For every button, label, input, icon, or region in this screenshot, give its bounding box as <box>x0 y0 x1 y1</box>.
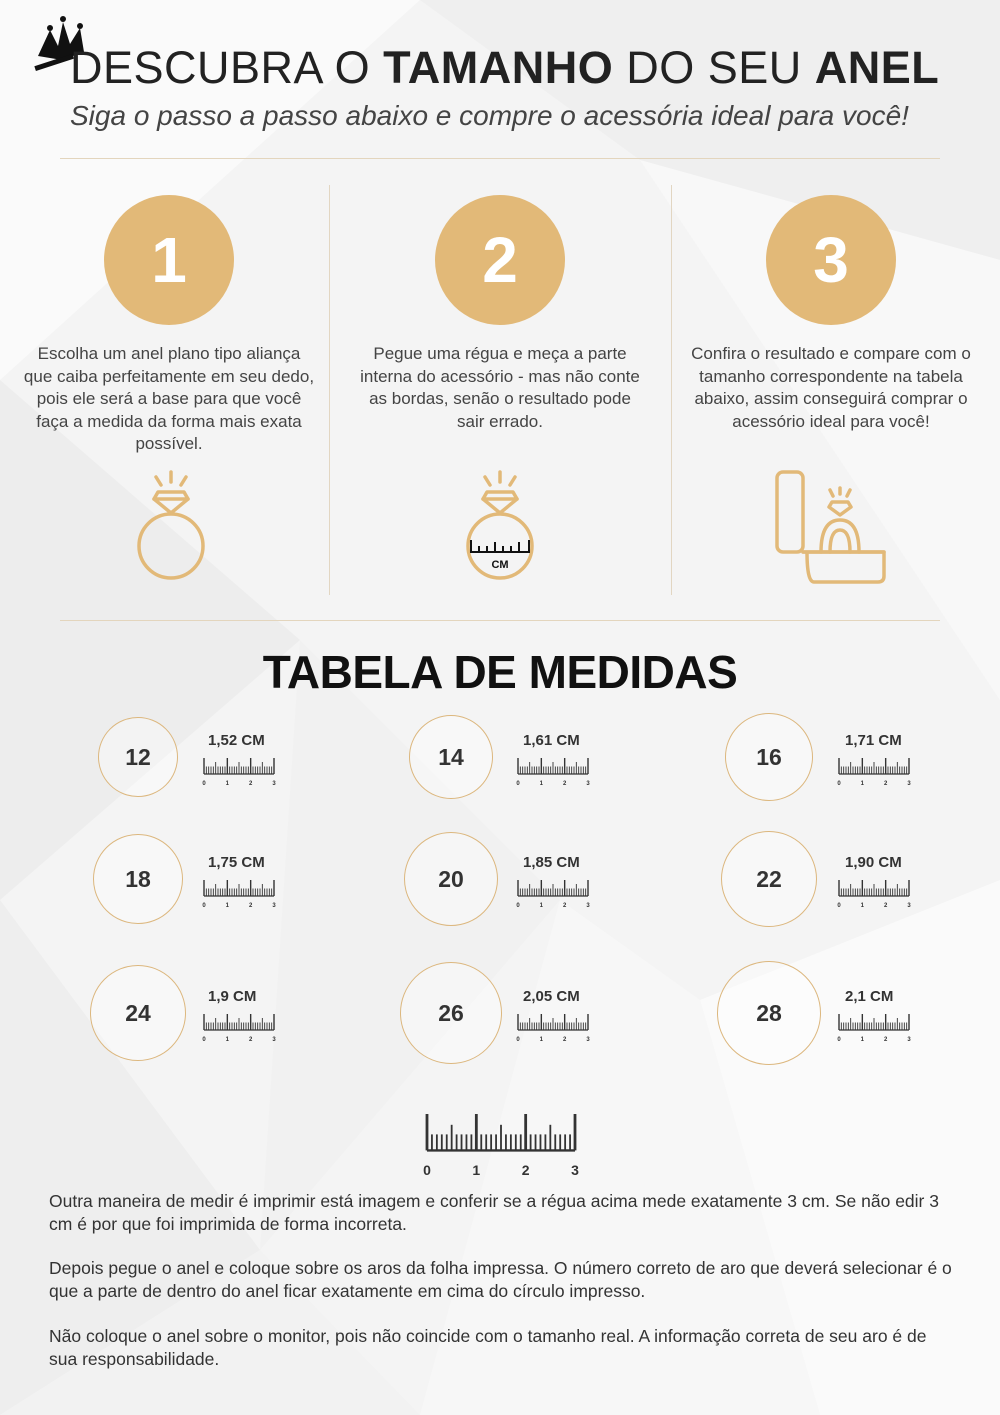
ring-size-circle: 26 <box>400 962 502 1064</box>
step-number-badge: 2 <box>435 195 565 325</box>
mini-ruler <box>202 878 276 908</box>
step-3 <box>681 195 981 433</box>
ruler-tick-label: 2 <box>562 781 567 787</box>
ring-diameter-label: 2,05 CM <box>523 988 580 1005</box>
column-divider-1 <box>329 185 330 595</box>
ring-box-icon <box>774 468 889 586</box>
ruler-tick-label: 0 <box>516 781 520 787</box>
title-part-1: DESCUBRA O <box>70 42 384 93</box>
mini-ruler <box>202 1012 276 1042</box>
ruler-tick-label: 1 <box>225 903 230 909</box>
ruler-tick-label: 3 <box>907 903 911 909</box>
ring-ruler-icon <box>455 468 545 583</box>
ring-diameter-label: 1,61 CM <box>523 732 580 749</box>
ruler-tick-label: 2 <box>562 903 567 909</box>
ring-size-circle: 22 <box>721 831 817 927</box>
column-divider-2 <box>671 185 672 595</box>
mini-ruler <box>516 1012 590 1042</box>
ruler-tick-label: 0 <box>423 1162 431 1178</box>
divider-top <box>60 158 940 159</box>
ruler-tick-label: 1 <box>225 1037 230 1043</box>
ruler-tick-label: 1 <box>539 781 544 787</box>
mini-ruler <box>837 878 911 908</box>
ruler-tick-label: 2 <box>248 903 253 909</box>
ruler-tick-label: 0 <box>202 903 206 909</box>
ring-diameter-label: 1,90 CM <box>845 854 902 871</box>
step-2 <box>350 195 650 433</box>
note-disclaimer: Não coloque o anel sobre o monitor, pois não coincide com o tamanho real. A informação correta de seu aro é de sua responsabilidade. <box>49 1326 927 1369</box>
ruler-tick-label: 3 <box>272 1037 276 1043</box>
ruler-tick-label: 2 <box>883 903 888 909</box>
size-table-title: TABELA DE MEDIDAS <box>262 646 738 698</box>
title-part-2: DO SEU <box>613 42 815 93</box>
ruler-tick-label: 0 <box>837 1037 841 1043</box>
ring-diameter-label: 1,71 CM <box>845 732 902 749</box>
ring-size-circle: 24 <box>90 965 186 1061</box>
step-number-badge: 1 <box>104 195 234 325</box>
mini-ruler <box>837 1012 911 1042</box>
ring-size-circle: 16 <box>725 713 813 801</box>
step-1 <box>19 195 319 456</box>
mini-ruler <box>202 756 276 786</box>
ruler-tick-label: 3 <box>272 781 276 787</box>
ruler-tick-label: 0 <box>516 1037 520 1043</box>
ruler-tick-label: 2 <box>883 1037 888 1043</box>
ruler-tick-label: 3 <box>907 1037 911 1043</box>
ring-icon <box>126 468 216 583</box>
ruler-tick-label: 1 <box>860 781 865 787</box>
ruler-tick-label: 3 <box>586 903 590 909</box>
step-number-badge: 3 <box>766 195 896 325</box>
ruler-tick-label: 0 <box>837 903 841 909</box>
ring-diameter-label: 2,1 CM <box>845 988 894 1005</box>
ruler-tick-label: 1 <box>472 1162 481 1178</box>
ruler-tick-label: 2 <box>248 781 253 787</box>
ruler-tick-label: 1 <box>539 903 544 909</box>
ruler-tick-label: 2 <box>562 1037 567 1043</box>
ruler-tick-label: 1 <box>539 1037 544 1043</box>
note-print-check: Outra maneira de medir é imprimir está imagem e conferir se a régua acima mede exatamente 3 cm. Se não edir 3 cm é por que foi imprimida de forma incorreta. <box>49 1191 939 1234</box>
ring-diameter-label: 1,75 CM <box>208 854 265 871</box>
ring-size-circle: 28 <box>717 961 821 1065</box>
ring-diameter-label: 1,52 CM <box>208 732 265 749</box>
ring-diameter-label: 1,85 CM <box>523 854 580 871</box>
mini-ruler <box>516 878 590 908</box>
ruler-tick-label: 0 <box>202 781 206 787</box>
title-bold-size: TAMANHO <box>383 42 614 93</box>
ring-size-circle: 12 <box>98 717 178 797</box>
ruler-tick-label: 0 <box>837 781 841 787</box>
ring-size-circle: 18 <box>93 834 183 924</box>
page-title <box>70 38 950 98</box>
step-description: Pegue uma régua e meça a parte interna do acessório - mas não conte as bordas, senão o resultado pode sair errado. <box>360 344 640 431</box>
ruler-tick-label: 3 <box>571 1162 579 1178</box>
ruler-unit-label: CM <box>491 559 509 571</box>
step-description: Escolha um anel plano tipo aliança que caiba perfeitamente em seu dedo, pois ele será a base para que você faça a medida da forma mais exata possível. <box>23 344 315 453</box>
ruler-tick-label: 1 <box>860 1037 865 1043</box>
ruler-tick-label: 1 <box>860 903 865 909</box>
ruler-tick-label: 1 <box>225 781 230 787</box>
ring-size-circle: 14 <box>409 715 493 799</box>
ruler-tick-label: 2 <box>883 781 888 787</box>
mini-ruler <box>837 756 911 786</box>
ruler-tick-label: 0 <box>516 903 520 909</box>
mini-ruler <box>516 756 590 786</box>
ring-diameter-label: 1,9 CM <box>208 988 257 1005</box>
note-ring-placement: Depois pegue o anel e coloque sobre os aros da folha impressa. O número correto de aro que deverá selecionar é o que a parte de dentro do anel ficar exatamente em cima do círculo impresso. <box>49 1258 952 1301</box>
title-bold-ring: ANEL <box>814 42 940 93</box>
ruler-tick-label: 3 <box>272 903 276 909</box>
ruler-tick-label: 3 <box>907 781 911 787</box>
step-description: Confira o resultado e compare com o tamanho correspondente na tabela abaixo, assim conseguirá comprar o acessório ideal para você! <box>691 344 971 431</box>
ruler-tick-label: 2 <box>248 1037 253 1043</box>
page-subtitle: Siga o passo a passo abaixo e compre o acessória ideal para você! <box>70 100 909 131</box>
ring-size-circle: 20 <box>404 832 498 926</box>
reference-ruler-3cm <box>425 1112 577 1176</box>
ruler-tick-label: 3 <box>586 781 590 787</box>
divider-middle <box>60 620 940 621</box>
ruler-tick-label: 0 <box>202 1037 206 1043</box>
ruler-tick-label: 3 <box>586 1037 590 1043</box>
ruler-tick-label: 2 <box>521 1162 530 1178</box>
